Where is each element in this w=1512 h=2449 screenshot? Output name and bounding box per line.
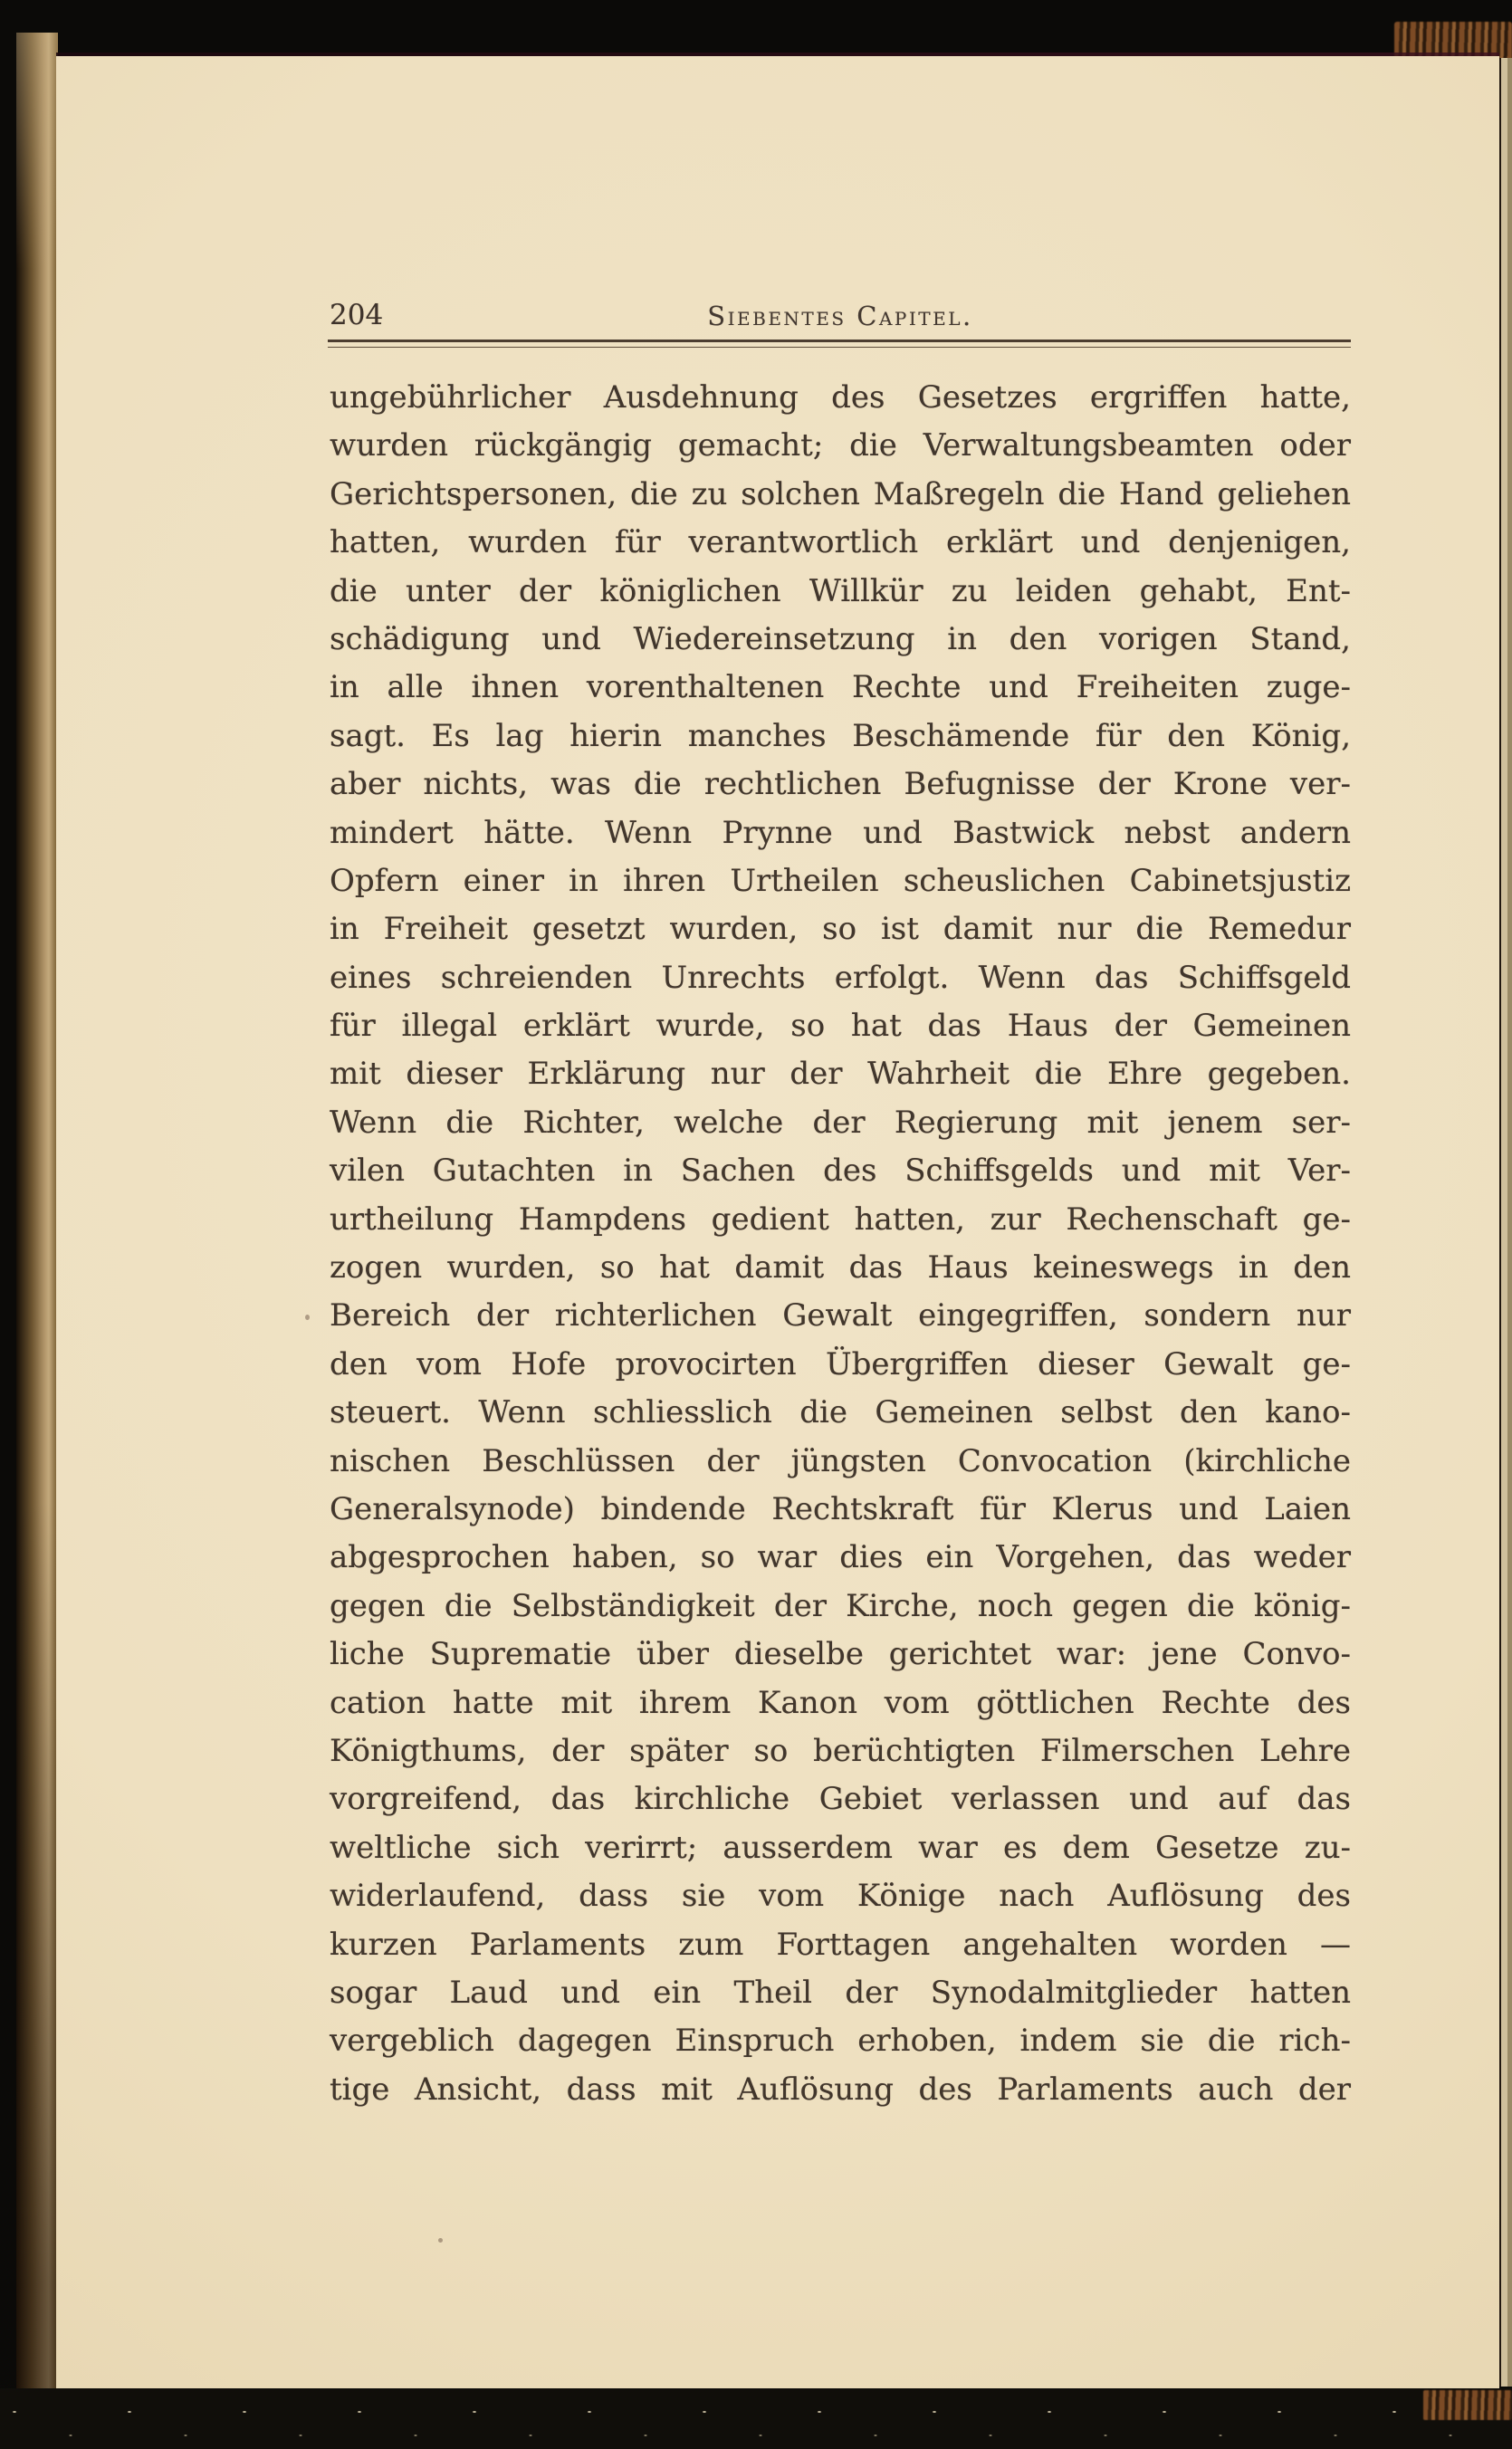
text-line: tige Ansicht, dass mit Auflösung des Parlaments auch der	[330, 2071, 1351, 2108]
text-line: nischen Beschlüssen der jüngsten Convocation (kirchliche	[330, 1442, 1351, 1479]
text-line: für illegal erklärt wurde, so hat das Haus der Gemeinen	[330, 1008, 1351, 1045]
book-left-page-edges	[16, 33, 58, 2399]
text-line: Generalsynode) bindende Rechtskraft für Klerus und Laien	[330, 1490, 1351, 1527]
text-line: Gerichtspersonen, die zu solchen Maßregeln die Hand geliehen	[330, 475, 1351, 512]
text-line: eines schreienden Unrechts erfolgt. Wenn das Schiffsgeld	[330, 959, 1351, 996]
text-line: zogen wurden, so hat damit das Haus keineswegs in den	[330, 1249, 1351, 1287]
text-line: steuert. Wenn schliesslich die Gemeinen selbst den kano-	[330, 1394, 1351, 1431]
text-line: die unter der königlichen Willkür zu leiden gehabt, Ent-	[330, 572, 1351, 609]
text-line: Königthums, der später so berüchtigten Filmerschen Lehre	[330, 1732, 1351, 1769]
cover-cloth-bottom-right	[1423, 2390, 1512, 2420]
text-line: Bereich der richterlichen Gewalt eingegriffen, sondern nur	[330, 1297, 1351, 1335]
text-line: ungebührlicher Ausdehnung des Gesetzes ergriffen hatte,	[330, 379, 1351, 416]
text-line: mit dieser Erklärung nur der Wahrheit die Ehre gegeben.	[330, 1056, 1351, 1093]
header-rule	[328, 340, 1351, 348]
text-line: sagt. Es lag hierin manches Beschämende für den König,	[330, 717, 1351, 754]
text-line: urtheilung Hampdens gedient hatten, zur Rechenschaft ge-	[330, 1201, 1351, 1238]
text-line: abgesprochen haben, so war dies ein Vorgehen, das weder	[330, 1539, 1351, 1576]
text-line: schädigung und Wiedereinsetzung in den vorigen Stand,	[330, 620, 1351, 657]
text-line: aber nichts, was die rechtlichen Befugnisse der Krone ver-	[330, 766, 1351, 803]
header-rule-bottom-line	[328, 347, 1351, 348]
text-line: widerlaufend, dass sie vom Könige nach Auflösung des	[330, 1878, 1351, 1915]
text-line: vergeblich dagegen Einspruch erhoben, indem sie die rich-	[330, 2023, 1351, 2060]
text-line: in alle ihnen vorenthaltenen Rechte und Freiheiten zuge-	[330, 669, 1351, 706]
text-line: vorgreifend, das kirchliche Gebiet verlassen und auf das	[330, 1781, 1351, 1818]
text-line: in Freiheit gesetzt wurden, so ist damit nur die Remedur	[330, 911, 1351, 948]
book-page	[56, 56, 1499, 2388]
text-line: Wenn die Richter, welche der Regierung mit jenem ser-	[330, 1104, 1351, 1141]
text-line: hatten, wurden für verantwortlich erklärt und denjenigen,	[330, 524, 1351, 561]
body-text	[330, 374, 1351, 2114]
cover-bottom-band	[0, 2388, 1512, 2449]
text-line: gegen die Selbständigkeit der Kirche, noch gegen die könig-	[330, 1587, 1351, 1624]
stray-mark	[305, 1315, 310, 1320]
page-number: 204	[330, 299, 384, 331]
running-head: Siebentes Capitel.	[707, 301, 973, 331]
header-rule-top-line	[328, 340, 1351, 342]
text-line: liche Suprematie über dieselbe gerichtet war: jene Convo-	[330, 1636, 1351, 1673]
stray-mark	[438, 2238, 443, 2243]
text-line: wurden rückgängig gemacht; die Verwaltungsbeamten oder	[330, 427, 1351, 464]
text-line: weltliche sich verirrt; ausserdem war es dem Gesetze zu-	[330, 1829, 1351, 1866]
book-right-page-edges	[1498, 58, 1512, 2387]
text-line: Opfern einer in ihren Urtheilen scheuslichen Cabinetsjustiz	[330, 862, 1351, 899]
text-line: vilen Gutachten in Sachen des Schiffsgelds und mit Ver-	[330, 1153, 1351, 1190]
text-line: cation hatte mit ihrem Kanon vom göttlichen Rechte des	[330, 1684, 1351, 1721]
text-line: sogar Laud und ein Theil der Synodalmitglieder hatten	[330, 1974, 1351, 2011]
text-line: den vom Hofe provocirten Übergriffen dieser Gewalt ge-	[330, 1345, 1351, 1382]
text-line: kurzen Parlaments zum Forttagen angehalten worden —	[330, 1926, 1351, 1963]
text-line: mindert hätte. Wenn Prynne und Bastwick nebst andern	[330, 814, 1351, 851]
page-header	[330, 288, 1351, 330]
